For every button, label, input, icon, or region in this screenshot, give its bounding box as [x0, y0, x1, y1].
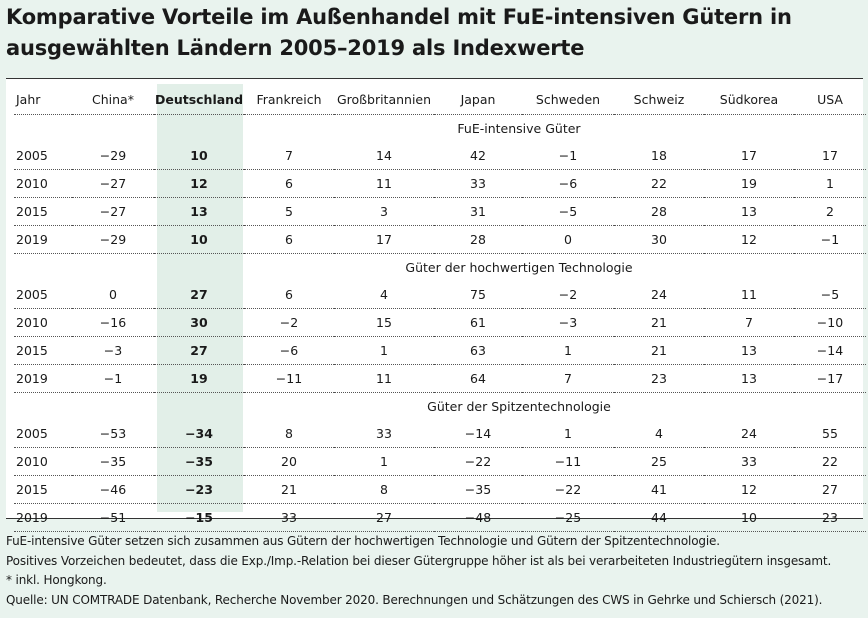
value-cell: 21	[244, 476, 334, 504]
column-header: Frankreich	[244, 84, 334, 115]
value-cell: 21	[614, 309, 704, 337]
section-spacer	[14, 393, 244, 421]
value-cell: 28	[434, 226, 522, 254]
year-cell: 2005	[14, 281, 72, 309]
table-row	[14, 420, 866, 448]
value-cell: −22	[434, 448, 522, 476]
year-cell: 2019	[14, 365, 72, 393]
value-cell: 17	[704, 142, 794, 170]
value-cell: 11	[334, 365, 434, 393]
value-cell: 1	[522, 337, 614, 365]
value-cell: −14	[434, 420, 522, 448]
table-row	[14, 365, 866, 393]
value-cell: 1	[522, 420, 614, 448]
value-cell: 27	[154, 281, 244, 309]
value-cell: 15	[334, 309, 434, 337]
table-row	[14, 309, 866, 337]
value-cell: −1	[794, 226, 866, 254]
value-cell: −11	[244, 365, 334, 393]
value-cell: 10	[704, 504, 794, 532]
value-cell: 23	[614, 365, 704, 393]
value-cell: 6	[244, 170, 334, 198]
section-header-row	[14, 254, 866, 282]
value-cell: 12	[154, 170, 244, 198]
value-cell: −48	[434, 504, 522, 532]
value-cell: −35	[72, 448, 154, 476]
table-row	[14, 170, 866, 198]
value-cell: 17	[794, 142, 866, 170]
value-cell: −27	[72, 170, 154, 198]
value-cell: 7	[704, 309, 794, 337]
value-cell: −35	[154, 448, 244, 476]
value-cell: 6	[244, 281, 334, 309]
year-cell: 2010	[14, 448, 72, 476]
value-cell: 22	[614, 170, 704, 198]
value-cell: 19	[704, 170, 794, 198]
value-cell: 23	[794, 504, 866, 532]
value-cell: 18	[614, 142, 704, 170]
table-row	[14, 142, 866, 170]
table-row	[14, 226, 866, 254]
footnotes	[6, 532, 861, 610]
value-cell: 1	[334, 448, 434, 476]
value-cell: 12	[704, 226, 794, 254]
value-cell: −35	[434, 476, 522, 504]
footnote-composition: FuE-intensive Güter setzen sich zusammen aus Gütern der hochwertigen Technologie und Gütern der Spitzentechnologie.	[6, 534, 720, 548]
section-spacer	[794, 115, 866, 143]
value-cell: 25	[614, 448, 704, 476]
value-cell: 13	[704, 337, 794, 365]
value-cell: 27	[794, 476, 866, 504]
footnote-china-note: * inkl. Hongkong.	[6, 573, 107, 587]
data-table	[14, 84, 866, 532]
year-cell: 2019	[14, 226, 72, 254]
table-row	[14, 337, 866, 365]
year-cell: 2005	[14, 142, 72, 170]
year-cell: 2019	[14, 504, 72, 532]
value-cell: 17	[334, 226, 434, 254]
section-header-row	[14, 393, 866, 421]
value-cell: 5	[244, 198, 334, 226]
top-rule	[6, 78, 863, 79]
value-cell: 13	[704, 198, 794, 226]
value-cell: −27	[72, 198, 154, 226]
value-cell: −51	[72, 504, 154, 532]
value-cell: 24	[704, 420, 794, 448]
value-cell: −6	[244, 337, 334, 365]
value-cell: −46	[72, 476, 154, 504]
value-cell: 2	[794, 198, 866, 226]
year-cell: 2015	[14, 337, 72, 365]
table-row	[14, 198, 866, 226]
value-cell: 28	[614, 198, 704, 226]
value-cell: 20	[244, 448, 334, 476]
year-cell: 2010	[14, 170, 72, 198]
value-cell: −15	[154, 504, 244, 532]
value-cell: −1	[522, 142, 614, 170]
value-cell: 44	[614, 504, 704, 532]
value-cell: −17	[794, 365, 866, 393]
value-cell: 3	[334, 198, 434, 226]
value-cell: 7	[244, 142, 334, 170]
value-cell: 13	[154, 198, 244, 226]
value-cell: 6	[244, 226, 334, 254]
year-cell: 2005	[14, 420, 72, 448]
value-cell: 63	[434, 337, 522, 365]
value-cell: −3	[522, 309, 614, 337]
value-cell: 4	[614, 420, 704, 448]
value-cell: −5	[522, 198, 614, 226]
value-cell: −5	[794, 281, 866, 309]
value-cell: 33	[334, 420, 434, 448]
value-cell: −14	[794, 337, 866, 365]
section-header-row	[14, 115, 866, 143]
value-cell: 33	[244, 504, 334, 532]
value-cell: 4	[334, 281, 434, 309]
section-spacer	[14, 115, 244, 143]
value-cell: 11	[704, 281, 794, 309]
value-cell: −22	[522, 476, 614, 504]
value-cell: 27	[154, 337, 244, 365]
page-title: Komparative Vorteile im Außenhandel mit FuE-intensiven Gütern in ausgewählten Ländern 2005–2019 als Indexwerte	[6, 5, 792, 60]
footnote-source: Quelle: UN COMTRADE Datenbank, Recherche November 2020. Berechnungen und Schätzungen des CWS in Gehrke und Schiersch (2021).	[6, 592, 823, 607]
value-cell: −29	[72, 142, 154, 170]
value-cell: 41	[614, 476, 704, 504]
column-header: USA	[794, 84, 866, 115]
column-header: Schweiz	[614, 84, 704, 115]
section-spacer	[794, 254, 866, 282]
value-cell: 33	[434, 170, 522, 198]
value-cell: 0	[72, 281, 154, 309]
value-cell: −3	[72, 337, 154, 365]
value-cell: 11	[334, 170, 434, 198]
value-cell: 30	[614, 226, 704, 254]
column-header: China*	[72, 84, 154, 115]
column-header: Jahr	[14, 84, 72, 115]
value-cell: 42	[434, 142, 522, 170]
value-cell: 12	[704, 476, 794, 504]
value-cell: −11	[522, 448, 614, 476]
value-cell: 33	[704, 448, 794, 476]
column-header: Japan	[434, 84, 522, 115]
footnote-sign-meaning: Positives Vorzeichen bedeutet, dass die Exp./Imp.-Relation bei dieser Gütergruppe höher ist als bei verarbeiteten Industriegütern insgesamt.	[6, 553, 832, 568]
value-cell: 10	[154, 226, 244, 254]
value-cell: 21	[614, 337, 704, 365]
value-cell: −53	[72, 420, 154, 448]
value-cell: −34	[154, 420, 244, 448]
value-cell: 13	[704, 365, 794, 393]
value-cell: 14	[334, 142, 434, 170]
table-row	[14, 504, 866, 532]
value-cell: 8	[244, 420, 334, 448]
column-header: Deutschland	[154, 84, 244, 115]
value-cell: 22	[794, 448, 866, 476]
section-label: Güter der Spitzentechnologie	[427, 399, 611, 414]
value-cell: −6	[522, 170, 614, 198]
value-cell: 27	[334, 504, 434, 532]
year-cell: 2015	[14, 476, 72, 504]
section-spacer	[794, 393, 866, 421]
value-cell: 30	[154, 309, 244, 337]
column-header: Schweden	[522, 84, 614, 115]
value-cell: 55	[794, 420, 866, 448]
value-cell: 61	[434, 309, 522, 337]
value-cell: −10	[794, 309, 866, 337]
value-cell: −29	[72, 226, 154, 254]
value-cell: 8	[334, 476, 434, 504]
section-label: Güter der hochwertigen Technologie	[405, 260, 633, 275]
value-cell: −1	[72, 365, 154, 393]
value-cell: −2	[522, 281, 614, 309]
value-cell: −23	[154, 476, 244, 504]
value-cell: 10	[154, 142, 244, 170]
value-cell: 31	[434, 198, 522, 226]
value-cell: 75	[434, 281, 522, 309]
value-cell: 0	[522, 226, 614, 254]
year-cell: 2010	[14, 309, 72, 337]
table-row	[14, 281, 866, 309]
section-spacer	[14, 254, 244, 282]
value-cell: 24	[614, 281, 704, 309]
column-header: Südkorea	[704, 84, 794, 115]
value-cell: 7	[522, 365, 614, 393]
value-cell: −16	[72, 309, 154, 337]
year-cell: 2015	[14, 198, 72, 226]
table-row	[14, 476, 866, 504]
value-cell: −25	[522, 504, 614, 532]
column-header: Großbritannien	[334, 84, 434, 115]
value-cell: 19	[154, 365, 244, 393]
value-cell: 1	[334, 337, 434, 365]
header-row	[14, 84, 866, 115]
table-row	[14, 448, 866, 476]
value-cell: 64	[434, 365, 522, 393]
section-label: FuE-intensive Güter	[457, 121, 581, 136]
value-cell: −2	[244, 309, 334, 337]
value-cell: 1	[794, 170, 866, 198]
